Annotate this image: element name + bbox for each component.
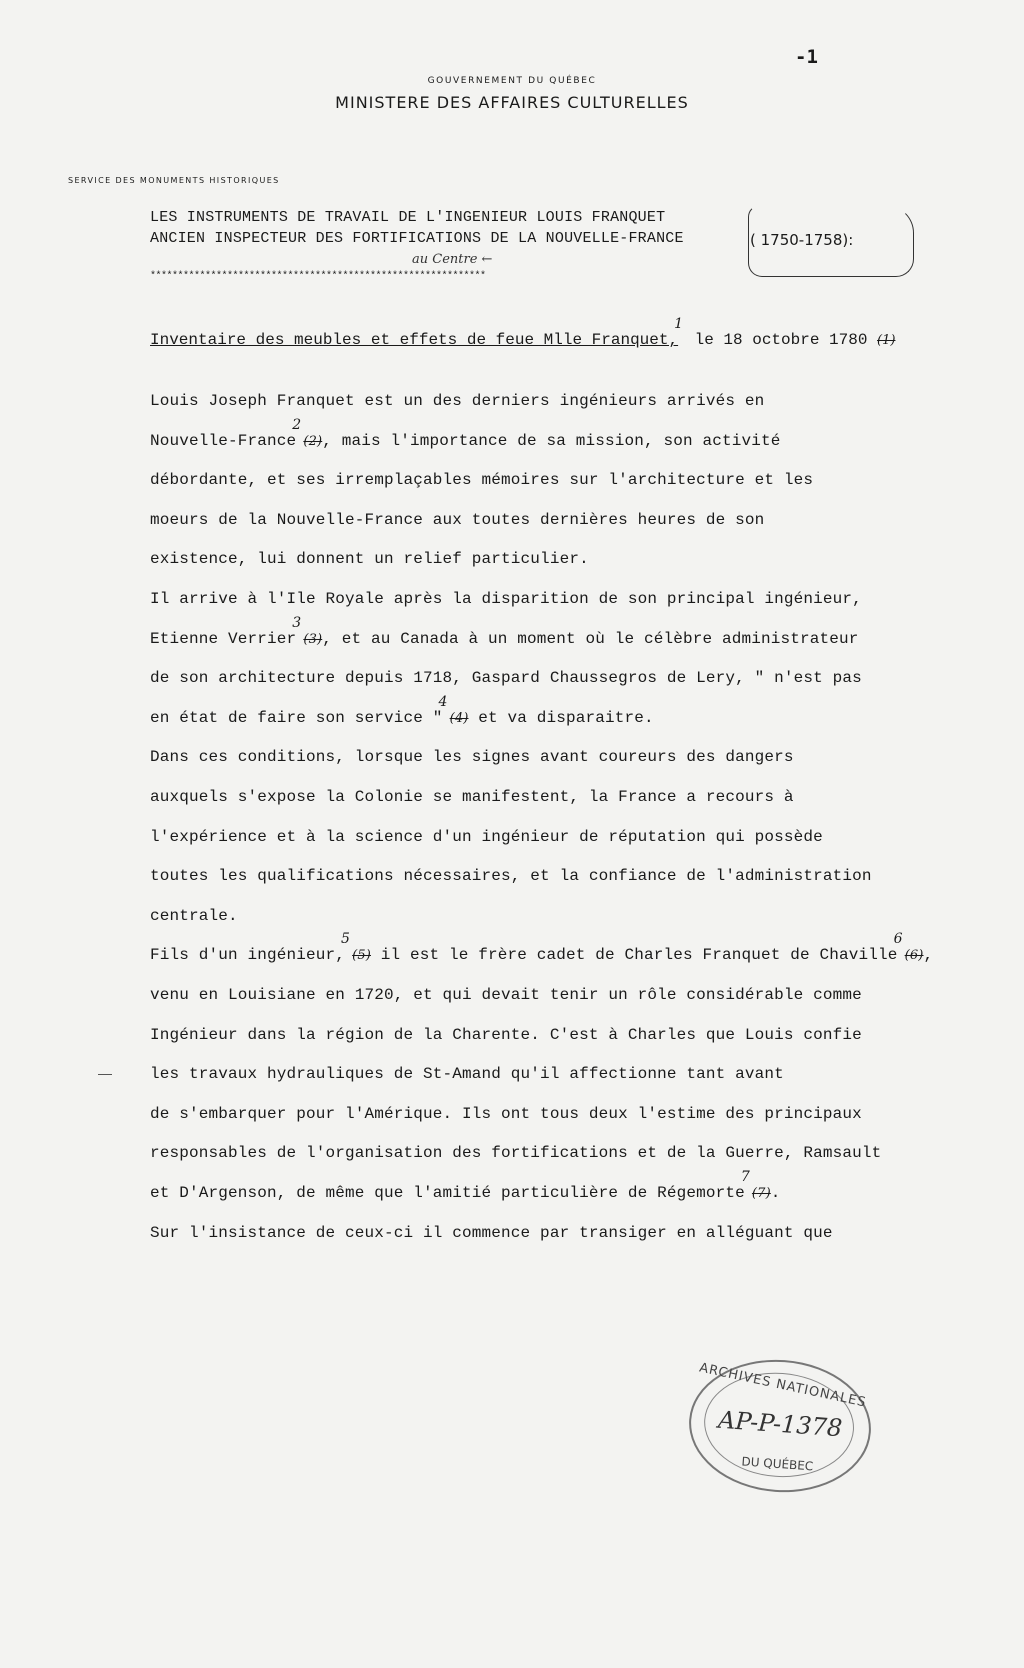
struck-reference: (4)	[449, 711, 469, 726]
footnote-marker: 6	[893, 931, 903, 947]
body-line-text: Ingénieur dans la région de la Charente. C'est à Charles que Louis confie	[150, 1026, 862, 1044]
body-line	[150, 1105, 862, 1123]
body-line-text: Sur l'insistance de ceux-ci il commence par transiger en alléguant que	[150, 1224, 833, 1242]
ministry-header: MINISTERE DES AFFAIRES CULTURELLES	[335, 93, 689, 112]
title-dates: ( 1750-1758):	[750, 231, 854, 249]
title-line-1: LES INSTRUMENTS DE TRAVAIL DE L'INGENIEUR LOUIS FRANQUET	[150, 209, 666, 226]
body-line-text: responsables de l'organisation des fortifications et de la Guerre, Ramsault	[150, 1144, 882, 1162]
stamp-top-text: ARCHIVES NATIONALES	[697, 1360, 868, 1411]
footnote-marker: 2	[292, 417, 302, 433]
footnote-marker: 3	[292, 615, 302, 631]
body-line-text: , mais l'importance de sa mission, son activité	[322, 432, 781, 450]
body-line	[150, 1169, 781, 1202]
struck-reference: (6)	[904, 948, 924, 963]
body-line-text: Louis Joseph Franquet est un des derniers ingénieurs arrivés en	[150, 392, 765, 410]
heading-underlined: Inventaire des meubles et effets de feue Mlle Franquet,	[150, 331, 679, 349]
body-line-text: débordante, et ses irremplaçables mémoires sur l'architecture et les	[150, 471, 814, 489]
body-line	[150, 669, 862, 687]
body-line	[150, 1026, 862, 1044]
stamp-number: AP-P-1378	[717, 1405, 844, 1443]
margin-mark	[98, 1074, 112, 1075]
body-line-text: les travaux hydrauliques de St-Amand qu'il affectionne tant avant	[150, 1065, 784, 1083]
footnote-marker: 4	[438, 694, 448, 710]
body-line-text: centrale.	[150, 907, 238, 925]
heading-date: le 18 octobre 1780	[685, 331, 878, 349]
body-line	[150, 867, 872, 885]
body-line-text: .	[770, 1184, 781, 1202]
struck-reference: (2)	[303, 434, 323, 449]
body-line	[150, 1065, 784, 1083]
title-line-2: ANCIEN INSPECTEUR DES FORTIFICATIONS DE LA NOUVELLE-FRANCE	[150, 230, 684, 247]
body-line	[150, 931, 934, 964]
body-line-text: Etienne Verrier	[150, 630, 297, 648]
government-header: GOUVERNEMENT DU QUÉBEC	[427, 76, 597, 86]
body-line-text: Fils d'un ingénieur,	[150, 946, 346, 964]
page-number: -1	[795, 46, 818, 68]
body-line-text: de s'embarquer pour l'Amérique. Ils ont tous deux l'estime des principaux	[150, 1105, 862, 1123]
body-line	[150, 694, 654, 727]
body-line-text: de son architecture depuis 1718, Gaspard Chaussegros de Lery, " n'est pas	[150, 669, 862, 687]
body-line	[150, 907, 238, 925]
body-line	[150, 1144, 881, 1162]
struck-reference: (1)	[877, 333, 896, 348]
body-line-text: , et au Canada à un moment où le célèbre administrateur	[322, 630, 859, 648]
body-line-text: toutes les qualifications nécessaires, et la confiance de l'administration	[150, 867, 872, 885]
body-line	[150, 788, 794, 806]
body-line	[150, 1224, 833, 1242]
footnote-marker: 5	[341, 931, 351, 947]
body-line	[150, 550, 589, 568]
body-line-text: et va disparaitre.	[468, 709, 654, 727]
body-line	[150, 828, 823, 846]
body-line	[150, 986, 862, 1004]
stamp-bottom-text: DU QUÉBEC	[741, 1454, 814, 1474]
body-line-text: venu en Louisiane en 1720, et qui devait tenir un rôle considérable comme	[150, 986, 862, 1004]
footnote-marker: 1	[674, 316, 684, 332]
body-line-text: Dans ces conditions, lorsque les signes avant coureurs des dangers	[150, 748, 794, 766]
body-line	[150, 471, 813, 489]
body-line	[150, 417, 781, 450]
footnote-marker: 7	[740, 1169, 750, 1185]
body-line-text: et D'Argenson, de même que l'amitié particulière de Régemorte	[150, 1184, 745, 1202]
body-line	[150, 590, 862, 608]
body-line-text: moeurs de la Nouvelle-France aux toutes dernières heures de son	[150, 511, 765, 529]
struck-reference: (3)	[303, 632, 323, 647]
archives-stamp	[685, 1354, 876, 1498]
body-line-text: existence, lui donnent un relief particulier.	[150, 550, 589, 568]
body-line-text: Nouvelle-France	[150, 432, 297, 450]
handwritten-note: au Centre ←	[412, 252, 493, 267]
body-line-text: il est le frère cadet de Charles Franquet de Chaville	[370, 946, 898, 964]
body-line-text: Il arrive à l'Ile Royale après la disparition de son principal ingénieur,	[150, 590, 862, 608]
body-line-text: auxquels s'expose la Colonie se manifestent, la France a recours à	[150, 788, 794, 806]
body-line	[150, 748, 794, 766]
body-line-text: en état de faire son service "	[150, 709, 443, 727]
body-line-text: l'expérience et à la science d'un ingénieur de réputation qui possède	[150, 828, 823, 846]
body-line-text: ,	[923, 946, 934, 964]
struck-reference: (7)	[751, 1186, 771, 1201]
struck-reference: (5)	[352, 948, 371, 963]
service-label: SERVICE DES MONUMENTS HISTORIQUES	[68, 176, 280, 185]
separator-line: *************************************************************	[150, 271, 486, 282]
body-line	[150, 392, 764, 410]
body-line	[150, 615, 859, 648]
body-line	[150, 511, 764, 529]
inventory-heading	[150, 316, 896, 349]
